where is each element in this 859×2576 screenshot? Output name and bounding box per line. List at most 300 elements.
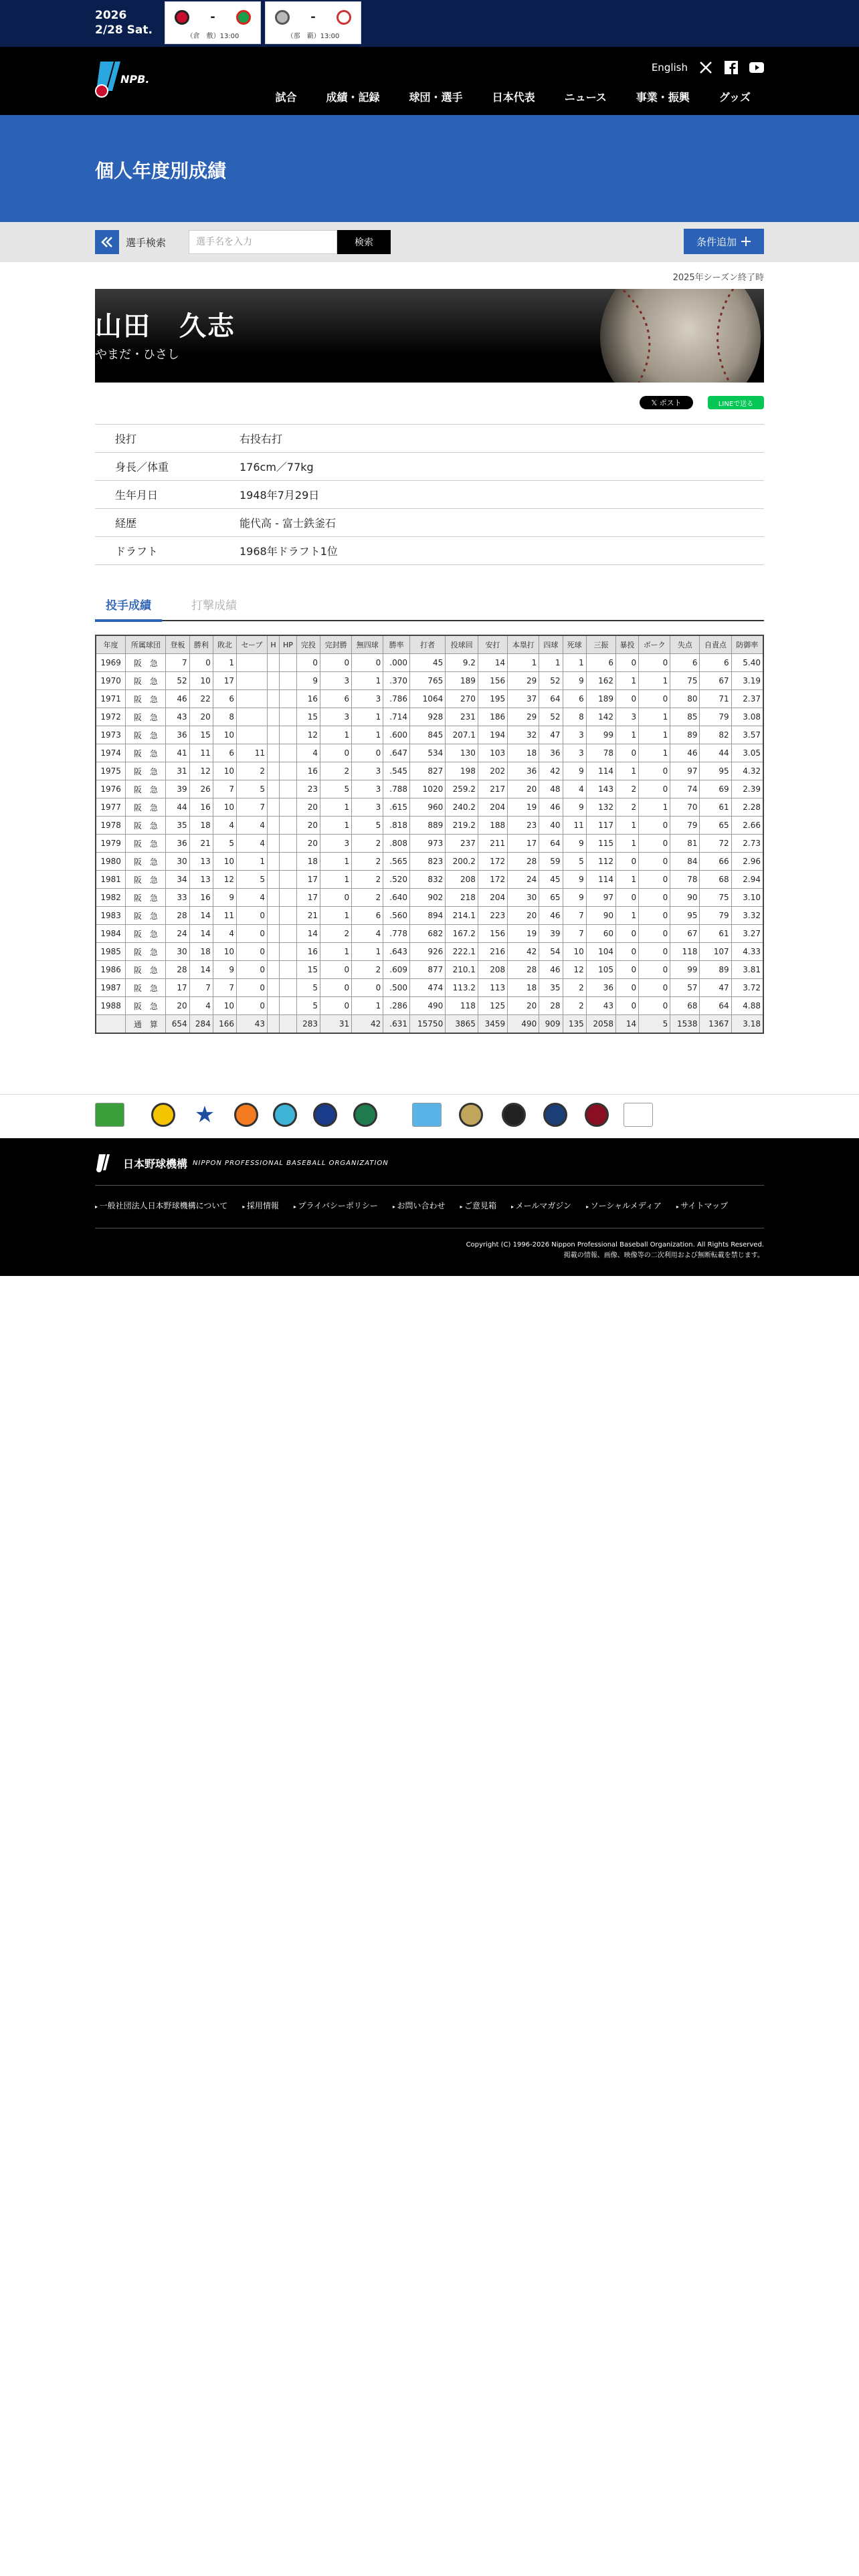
table-cell: 1538	[670, 1015, 700, 1034]
table-cell: 66	[700, 853, 731, 871]
table-cell: 97	[670, 762, 700, 780]
table-cell: 2.39	[731, 780, 763, 798]
table-cell	[280, 762, 297, 780]
table-cell: 20	[296, 817, 320, 835]
table-cell: 阪 急	[126, 997, 166, 1015]
table-cell: 2.37	[731, 690, 763, 708]
table-cell: 202	[478, 762, 507, 780]
table-cell: 1	[237, 853, 268, 871]
table-cell: 64	[700, 997, 731, 1015]
table-cell: 6	[213, 744, 236, 762]
table-cell: 67	[670, 925, 700, 943]
eagles-logo-mark	[585, 1103, 609, 1127]
table-cell: .808	[383, 835, 410, 853]
table-cell: 3.32	[731, 907, 763, 925]
column-header: HP	[280, 635, 297, 654]
table-cell: 20	[296, 798, 320, 817]
table-cell: 3.81	[731, 961, 763, 979]
table-cell: .786	[383, 690, 410, 708]
table-cell: 0	[237, 925, 268, 943]
table-cell: 1	[320, 907, 352, 925]
table-cell: 39	[166, 780, 189, 798]
profile-key: 投打	[115, 433, 137, 445]
table-cell: 17	[296, 871, 320, 889]
carp-logo-mark	[95, 1103, 124, 1127]
column-header: 完投	[296, 635, 320, 654]
table-cell: 89	[670, 726, 700, 744]
table-cell: 3.18	[731, 1015, 763, 1034]
double-chevron-left-icon	[100, 235, 114, 249]
table-cell: 72	[700, 835, 731, 853]
table-cell: 4	[213, 817, 236, 835]
table-cell: 10	[213, 726, 236, 744]
game-info: （倉 敷）13:00	[186, 33, 240, 40]
table-cell: 0	[320, 961, 352, 979]
nav-national-team[interactable]: 日本代表	[492, 91, 535, 104]
search-label: 選手検索	[126, 237, 167, 249]
table-cell: 1367	[700, 1015, 731, 1034]
table-cell: 14	[296, 925, 320, 943]
date-year: 2026	[95, 9, 127, 22]
player-name-input[interactable]	[189, 230, 337, 254]
table-cell	[280, 889, 297, 907]
table-cell: 9.2	[446, 654, 478, 672]
table-cell: 186	[478, 708, 507, 726]
table-cell: 204	[478, 798, 507, 817]
game-card[interactable]	[165, 1, 261, 44]
total-row	[96, 1015, 763, 1034]
table-cell	[280, 979, 297, 997]
table-cell: 0	[639, 925, 670, 943]
table-cell: 0	[320, 979, 352, 997]
table-cell: 4	[352, 925, 383, 943]
table-cell: 0	[639, 997, 670, 1015]
footer-link[interactable]: ▸ お問い合わせ	[393, 1200, 446, 1211]
table-cell: 10	[213, 997, 236, 1015]
table-cell: 1	[320, 817, 352, 835]
table-cell: 1979	[96, 835, 126, 853]
table-cell: 12	[189, 762, 213, 780]
x-post-label: ポスト	[659, 399, 682, 407]
table-cell: 42	[508, 943, 539, 961]
table-cell: 9	[213, 961, 236, 979]
table-cell: 阪 急	[126, 961, 166, 979]
stats-tabs	[95, 592, 764, 621]
table-cell: 960	[409, 798, 445, 817]
table-cell: 210.1	[446, 961, 478, 979]
table-cell: 阪 急	[126, 853, 166, 871]
table-cell: 198	[446, 762, 478, 780]
table-cell: 104	[586, 943, 615, 961]
table-cell: 31	[320, 1015, 352, 1034]
player-search-bar	[0, 222, 859, 262]
table-cell: 2	[320, 762, 352, 780]
baystars-logo[interactable]	[190, 1100, 219, 1130]
table-cell: 534	[409, 744, 445, 762]
footer-link[interactable]: ▸ 一般社団法人日本野球機構について	[95, 1200, 227, 1211]
giants-logo-mark	[234, 1103, 258, 1127]
table-cell: 35	[539, 979, 563, 997]
column-header: 登板	[166, 635, 189, 654]
table-row	[96, 943, 763, 961]
table-cell: 9	[563, 889, 586, 907]
table-cell: 1	[639, 798, 670, 817]
table-cell: 765	[409, 672, 445, 690]
table-cell: 阪 急	[126, 889, 166, 907]
footer-link[interactable]: ▸ サイトマップ	[676, 1200, 728, 1211]
table-cell: 1970	[96, 672, 126, 690]
table-cell: 65	[700, 817, 731, 835]
table-cell: 12	[563, 961, 586, 979]
table-cell: 0	[639, 961, 670, 979]
table-cell: 194	[478, 726, 507, 744]
table-cell: 1984	[96, 925, 126, 943]
footer-links	[95, 1200, 728, 1211]
table-cell	[237, 708, 268, 726]
table-cell	[280, 744, 297, 762]
eagles-logo[interactable]	[582, 1100, 611, 1130]
table-cell	[280, 853, 297, 871]
table-cell	[237, 690, 268, 708]
table-cell: 16	[296, 690, 320, 708]
date-day: 2/28 Sat.	[95, 23, 153, 37]
footer-link[interactable]: ▸ 採用情報	[242, 1200, 279, 1211]
table-cell: 阪 急	[126, 871, 166, 889]
nav-goods[interactable]: グッズ	[719, 91, 751, 104]
table-cell: 237	[446, 835, 478, 853]
table-cell: 3.19	[731, 672, 763, 690]
table-cell: 189	[446, 672, 478, 690]
copyright-text: Copyright (C) 1996-2026 Nippon Professional Baseball Organization. All Rights Reserved.	[466, 1241, 764, 1249]
table-cell: 0	[615, 997, 638, 1015]
profile-value: 1968年ドラフト1位	[240, 545, 338, 558]
table-cell: 阪 急	[126, 726, 166, 744]
table-cell: 5.40	[731, 654, 763, 672]
marines-logo[interactable]	[499, 1100, 529, 1130]
table-cell: 85	[670, 708, 700, 726]
table-cell	[268, 997, 280, 1015]
table-cell: 142	[586, 708, 615, 726]
table-cell: 64	[539, 690, 563, 708]
table-cell: 14	[189, 961, 213, 979]
table-cell: .640	[383, 889, 410, 907]
footer-org-jp: 日本野球機構	[123, 1157, 188, 1170]
table-cell: 9	[563, 672, 586, 690]
table-cell: 0	[237, 943, 268, 961]
table-cell: 17	[296, 889, 320, 907]
table-cell: 877	[409, 961, 445, 979]
table-cell: 30	[508, 889, 539, 907]
table-cell: 490	[508, 1015, 539, 1034]
table-cell: 207.1	[446, 726, 478, 744]
table-cell: 21	[189, 835, 213, 853]
table-cell: 214.1	[446, 907, 478, 925]
table-cell: 1977	[96, 798, 126, 817]
table-cell	[96, 1015, 126, 1034]
table-cell: 97	[586, 889, 615, 907]
table-cell: 2	[615, 780, 638, 798]
table-cell: 1	[352, 726, 383, 744]
table-cell: 1	[615, 871, 638, 889]
x-icon[interactable]	[698, 60, 713, 75]
table-cell: 52	[539, 672, 563, 690]
dragons-logo[interactable]	[310, 1100, 340, 1130]
fighters-logo[interactable]	[412, 1100, 442, 1130]
game-card[interactable]	[265, 1, 361, 44]
table-cell: 231	[446, 708, 478, 726]
footer-link[interactable]: ▸ ご意見箱	[460, 1200, 496, 1211]
table-cell: 894	[409, 907, 445, 925]
table-cell: 118	[670, 943, 700, 961]
table-row	[96, 708, 763, 726]
table-cell: 1	[320, 853, 352, 871]
column-header: 打者	[409, 635, 445, 654]
table-cell: 926	[409, 943, 445, 961]
table-cell: 132	[586, 798, 615, 817]
fighters-logo-mark	[412, 1103, 442, 1127]
table-cell	[280, 708, 297, 726]
table-cell: 2	[352, 835, 383, 853]
table-cell: 10	[213, 853, 236, 871]
lions-logo-mark	[543, 1103, 567, 1127]
table-cell: 46	[539, 798, 563, 817]
table-cell: 75	[700, 889, 731, 907]
table-cell: 23	[296, 780, 320, 798]
nav-games[interactable]: 試合	[275, 91, 297, 104]
table-cell: 204	[478, 889, 507, 907]
table-cell: 3.57	[731, 726, 763, 744]
table-cell: 44	[166, 798, 189, 817]
table-cell: 4	[563, 780, 586, 798]
column-header: 無四球	[352, 635, 383, 654]
table-cell: 827	[409, 762, 445, 780]
table-cell: 19	[508, 798, 539, 817]
table-cell: 13	[189, 853, 213, 871]
table-cell: 30	[166, 943, 189, 961]
column-header: 所属球団	[126, 635, 166, 654]
table-cell: 3	[352, 762, 383, 780]
buffaloes-logo[interactable]	[456, 1100, 486, 1130]
footer-logo[interactable]	[95, 1153, 389, 1173]
table-cell: 2.28	[731, 798, 763, 817]
table-cell: 7	[563, 907, 586, 925]
table-cell: 3	[352, 690, 383, 708]
table-cell: 78	[586, 744, 615, 762]
carp-logo[interactable]	[95, 1100, 124, 1130]
table-cell	[268, 672, 280, 690]
x-post-button[interactable]: 𝕏 ポスト	[640, 396, 693, 409]
npb-logo[interactable]	[95, 58, 155, 100]
table-cell: 82	[700, 726, 731, 744]
table-cell: 0	[352, 744, 383, 762]
page-title: 個人年度別成績	[95, 160, 227, 182]
footer-org-en: NIPPON PROFESSIONAL BASEBALL ORGANIZATION	[193, 1159, 389, 1167]
samurai-japan-logo[interactable]	[624, 1100, 653, 1130]
table-cell	[268, 1015, 280, 1034]
season-note: 2025年シーズン終了時	[672, 273, 764, 283]
table-cell: 阪 急	[126, 780, 166, 798]
swallows-logo[interactable]	[270, 1100, 300, 1130]
facebook-icon[interactable]	[724, 60, 739, 75]
table-cell: 阪 急	[126, 708, 166, 726]
table-cell: 阪 急	[126, 925, 166, 943]
table-cell: 52	[539, 708, 563, 726]
table-cell: 5	[237, 871, 268, 889]
giants-logo[interactable]	[231, 1100, 261, 1130]
table-cell: 24	[508, 871, 539, 889]
table-cell: 1	[213, 654, 236, 672]
table-cell: 107	[700, 943, 731, 961]
table-row	[96, 762, 763, 780]
season-note-row	[0, 262, 859, 289]
table-cell	[268, 907, 280, 925]
table-cell: 43	[166, 708, 189, 726]
table-cell: 1	[352, 943, 383, 961]
table-cell: 11	[563, 817, 586, 835]
table-cell: 125	[478, 997, 507, 1015]
table-cell: 3	[563, 726, 586, 744]
table-cell: 64	[539, 835, 563, 853]
youtube-icon[interactable]	[749, 60, 764, 75]
footer-link[interactable]: ▸ プライバシーポリシー	[294, 1200, 378, 1211]
nav-stats[interactable]: 成績・記録	[326, 91, 380, 104]
table-cell: 1987	[96, 979, 126, 997]
nav-news[interactable]: ニュース	[564, 91, 607, 104]
footer-link[interactable]: ▸ メールマガジン	[511, 1200, 571, 1211]
tab-batting[interactable]: 打撃成績	[191, 599, 237, 613]
table-cell: 2	[320, 925, 352, 943]
table-cell: 0	[639, 871, 670, 889]
profile-value: 右投右打	[240, 433, 283, 445]
table-cell: 10	[213, 762, 236, 780]
table-cell: .286	[383, 997, 410, 1015]
column-header: ボーク	[639, 635, 670, 654]
table-cell: 223	[478, 907, 507, 925]
table-cell: 95	[670, 907, 700, 925]
table-cell: 167.2	[446, 925, 478, 943]
table-cell: .545	[383, 762, 410, 780]
table-cell: 19	[508, 925, 539, 943]
add-condition-button[interactable]	[684, 229, 764, 254]
column-header: 暴投	[615, 635, 638, 654]
table-cell: 36	[539, 744, 563, 762]
table-cell: 0	[352, 654, 383, 672]
table-cell	[280, 672, 297, 690]
table-cell: 14	[189, 907, 213, 925]
table-cell: 0	[237, 997, 268, 1015]
table-cell: 1982	[96, 889, 126, 907]
table-cell: 0	[615, 961, 638, 979]
collapse-button[interactable]	[95, 230, 119, 254]
profile-row	[95, 453, 764, 481]
table-cell: 3	[615, 708, 638, 726]
table-cell: 1020	[409, 780, 445, 798]
table-cell: 3	[320, 835, 352, 853]
table-cell: 1980	[96, 853, 126, 871]
table-cell: 18	[296, 853, 320, 871]
table-cell: 113.2	[446, 979, 478, 997]
table-cell: 7	[563, 925, 586, 943]
table-cell	[268, 943, 280, 961]
table-cell	[280, 654, 297, 672]
tab-pitching[interactable]: 投手成績	[95, 596, 162, 622]
table-row	[96, 780, 763, 798]
marines-logo-mark	[502, 1103, 526, 1127]
table-cell	[280, 817, 297, 835]
table-cell: 47	[700, 979, 731, 997]
english-link[interactable]: English	[651, 62, 688, 74]
table-cell: 1985	[96, 943, 126, 961]
table-cell: 5	[320, 780, 352, 798]
table-cell: 1981	[96, 871, 126, 889]
table-cell: 240.2	[446, 798, 478, 817]
table-row	[96, 925, 763, 943]
table-cell: 1976	[96, 780, 126, 798]
table-cell: 162	[586, 672, 615, 690]
table-cell: 1	[615, 907, 638, 925]
table-cell: 14	[615, 1015, 638, 1034]
table-cell: 0	[615, 690, 638, 708]
tigers-logo[interactable]	[149, 1100, 178, 1130]
table-row	[96, 672, 763, 690]
table-cell: 188	[478, 817, 507, 835]
table-cell: 29	[508, 672, 539, 690]
table-cell: 阪 急	[126, 762, 166, 780]
footer-link[interactable]: ▸ ソーシャルメディア	[586, 1200, 662, 1211]
table-cell	[280, 726, 297, 744]
table-cell: 17	[166, 979, 189, 997]
line-share-button[interactable]: LINEで送る	[708, 396, 764, 409]
column-header: 完封勝	[320, 635, 352, 654]
table-cell: 61	[700, 798, 731, 817]
search-button[interactable]: 検索	[337, 230, 391, 254]
table-cell: 0	[615, 889, 638, 907]
table-cell	[268, 871, 280, 889]
table-cell: 78	[670, 871, 700, 889]
game-score: -	[310, 10, 316, 24]
table-cell: 3	[352, 798, 383, 817]
table-cell: 3865	[446, 1015, 478, 1034]
table-cell: 阪 急	[126, 943, 166, 961]
table-cell: 6	[213, 690, 236, 708]
table-cell	[268, 744, 280, 762]
table-cell	[280, 871, 297, 889]
table-cell: 9	[563, 835, 586, 853]
table-cell: 69	[700, 780, 731, 798]
table-cell: 1986	[96, 961, 126, 979]
profile-key: ドラフト	[115, 545, 159, 558]
hawks-logo[interactable]	[351, 1100, 380, 1130]
table-cell: 99	[670, 961, 700, 979]
table-cell: 29	[508, 708, 539, 726]
table-cell: 114	[586, 762, 615, 780]
nav-teams[interactable]: 球団・選手	[409, 91, 463, 104]
table-cell	[280, 1015, 297, 1034]
table-cell: 5	[563, 853, 586, 871]
table-cell: 59	[539, 853, 563, 871]
table-cell: 20	[296, 835, 320, 853]
lions-logo[interactable]	[541, 1100, 570, 1130]
table-row	[96, 979, 763, 997]
table-cell: 30	[166, 853, 189, 871]
table-cell: 4	[189, 997, 213, 1015]
table-cell: 0	[320, 997, 352, 1015]
table-cell: 1	[615, 835, 638, 853]
nav-business[interactable]: 事業・振興	[636, 91, 690, 104]
table-cell: 16	[189, 889, 213, 907]
plus-icon	[741, 236, 751, 247]
profile-key: 経歴	[115, 517, 137, 530]
